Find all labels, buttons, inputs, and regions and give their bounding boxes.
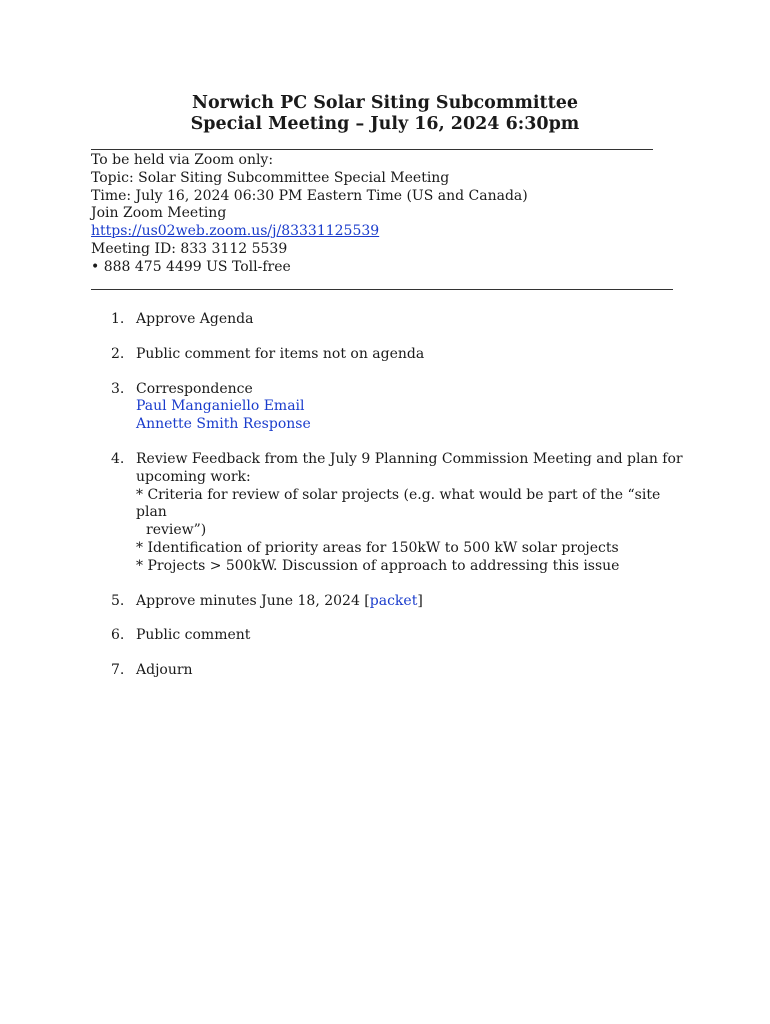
agenda-subitem-text: * Projects > 500kW. Discussion of approach to addressing this issue [136, 557, 620, 574]
agenda-item [0, 381, 770, 434]
agenda-item-text: Public comment [136, 627, 251, 644]
agenda-item-number: 6. [111, 627, 125, 644]
agenda-item-text-end: ] [417, 592, 423, 609]
agenda-item-text: Review Feedback from the July 9 Planning Commission Meeting and plan for upcoming work: [136, 450, 683, 485]
meeting-subtitle: Special Meeting – July 16, 2024 6:30pm [190, 114, 580, 134]
agenda-item [0, 346, 770, 364]
correspondence-link-smith[interactable]: Annette Smith Response [136, 416, 311, 433]
agenda-item-number: 2. [111, 345, 125, 362]
agenda-subitem-continuation: review”) [146, 522, 207, 539]
agenda-subitem [136, 558, 690, 576]
agenda-item [0, 627, 770, 645]
agenda-item-text: Approve Agenda [136, 311, 254, 327]
agenda-subitem [136, 540, 690, 558]
agenda-item [0, 662, 770, 680]
agenda-item-number: 3. [111, 380, 125, 397]
agenda-item-number: 1. [111, 311, 125, 327]
agenda-item [0, 593, 770, 611]
divider-bottom [91, 289, 673, 290]
agenda-subitem-text: * Criteria for review of solar projects (e.g. what would be part of the “site plan [136, 486, 661, 521]
agenda-item-number: 4. [111, 450, 125, 467]
agenda-item-number: 5. [111, 592, 125, 609]
agenda-item-text: Correspondence [136, 380, 253, 397]
agenda-item-text: Public comment for items not on agenda [136, 345, 425, 362]
agenda-subitem [136, 487, 690, 540]
agenda-item-text: Approve minutes June 18, 2024 [ [136, 592, 370, 609]
minutes-packet-link[interactable]: packet [369, 592, 418, 609]
document-title: Norwich PC Solar Siting Subcommittee [192, 93, 578, 113]
agenda-subitem-text: * Identification of priority areas for 150kW to 500 kW solar projects [136, 539, 619, 556]
divider-top [91, 149, 653, 150]
correspondence-link-manganiello[interactable]: Paul Manganiello Email [136, 398, 305, 415]
agenda-item [0, 451, 770, 576]
zoom-phone: • 888 475 4499 US Toll-free [91, 258, 291, 275]
zoom-time: Time: July 16, 2024 06:30 PM Eastern Time (US and Canada) [91, 187, 528, 204]
zoom-join-label: Join Zoom Meeting [91, 205, 227, 222]
agenda-item-text: Adjourn [136, 662, 193, 679]
zoom-intro: To be held via Zoom only: [91, 152, 274, 168]
agenda-list [0, 311, 770, 697]
agenda-item [0, 311, 770, 329]
zoom-meeting-link[interactable]: https://us02web.zoom.us/j/83331125539 [91, 223, 380, 240]
zoom-info-block [91, 152, 528, 277]
zoom-topic: Topic: Solar Siting Subcommittee Special Meeting [91, 169, 450, 186]
zoom-meeting-id: Meeting ID: 833 3112 5539 [91, 240, 288, 257]
agenda-item-number: 7. [111, 662, 125, 679]
